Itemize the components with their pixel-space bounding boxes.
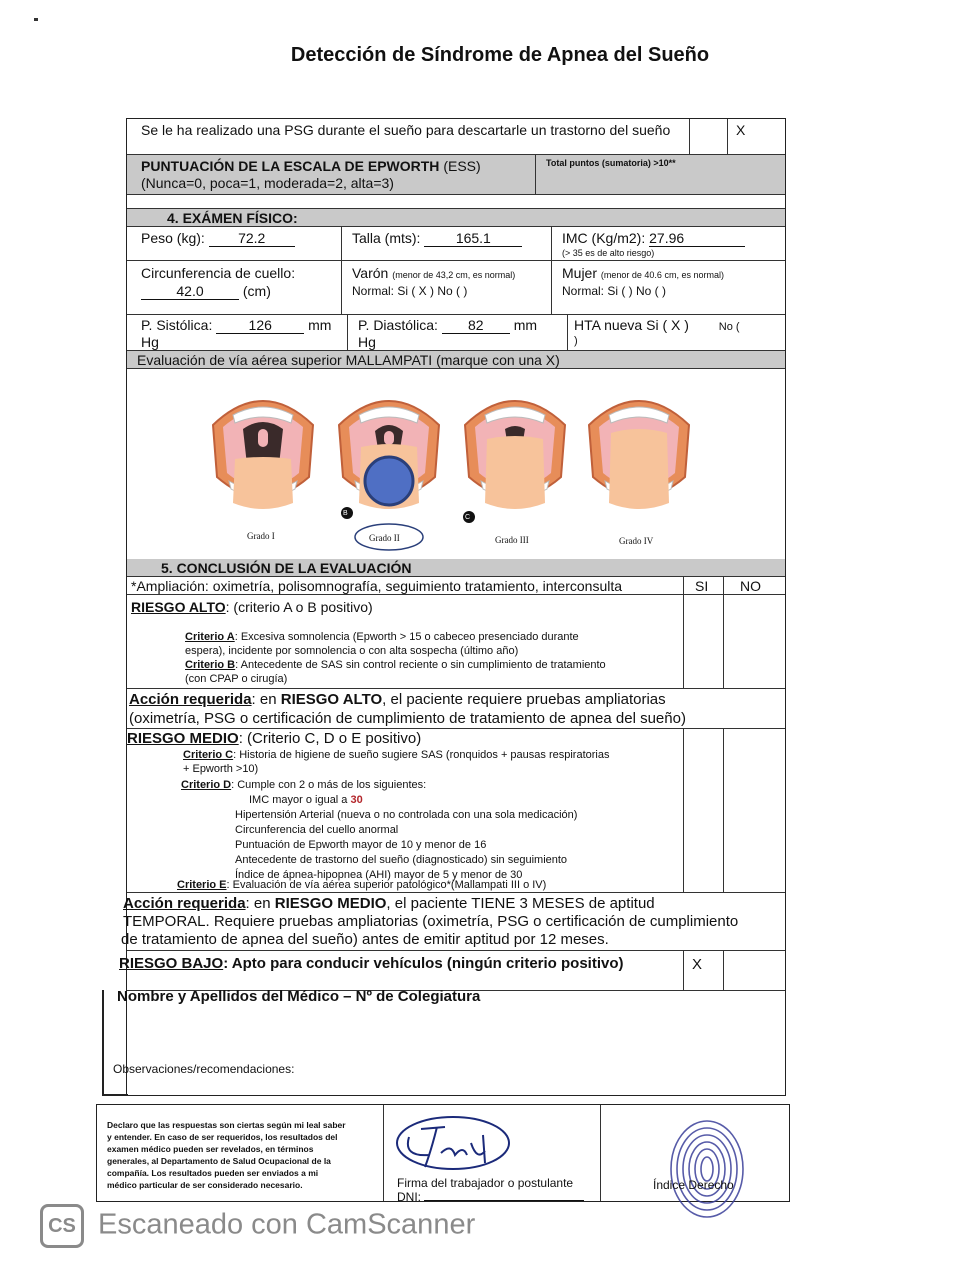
ampliacion-text: *Ampliación: oximetría, polisomnografía, seguimiento tratamiento, interconsulta bbox=[131, 578, 623, 594]
hta-field[interactable] bbox=[574, 317, 740, 334]
talla-value: 165.1 bbox=[424, 230, 522, 247]
accion-alto-line-2: (oximetría, PSG o certificación de cumplimiento de tratamiento de apnea del sueño) bbox=[129, 710, 686, 727]
signature-image[interactable] bbox=[385, 1107, 515, 1177]
mallampati-header bbox=[127, 351, 785, 369]
criterio-d-item-2: Hipertensión Arterial (nueva o no controlada con una sola medicación) bbox=[235, 809, 578, 821]
criterio-d-item-5: Antecedente de trastorno del sueño (diagnosticado) sin seguimiento bbox=[235, 854, 568, 866]
accion-medio-row bbox=[121, 893, 785, 951]
declaration-text bbox=[107, 1119, 379, 1191]
measurements-row bbox=[127, 227, 785, 261]
mujer-normal[interactable]: Normal: Si ( ) No ( ) bbox=[562, 284, 667, 298]
psg-yes-cell[interactable] bbox=[727, 119, 785, 154]
riesgo-bajo-label: RIESGO BAJO bbox=[119, 955, 224, 972]
hta-no: No ( bbox=[718, 321, 740, 333]
declaration-line-5: compañía. Los resultados pueden ser enviados a mi bbox=[107, 1168, 319, 1178]
sistolica-field[interactable] bbox=[141, 317, 331, 334]
epworth-label bbox=[141, 158, 481, 174]
sistolica-label: P. Sistólica: bbox=[141, 317, 213, 333]
diastolica-cell bbox=[347, 315, 567, 350]
varon-label-line bbox=[352, 265, 515, 281]
epworth-title: PUNTUACIÓN DE LA ESCALA DE EPWORTH bbox=[141, 158, 440, 174]
accion-alto-post: , el paciente requiere pruebas ampliatorias bbox=[382, 691, 666, 708]
grade-2-image[interactable] bbox=[339, 401, 439, 509]
mallampati-illustrations bbox=[127, 369, 783, 559]
criterio-c bbox=[183, 749, 609, 762]
accion-alto-row bbox=[127, 689, 785, 729]
section-5-title: 5. CONCLUSIÓN DE LA EVALUACIÓN bbox=[161, 560, 412, 576]
criterio-e bbox=[177, 879, 546, 892]
criterio-d-item-3: Circunferencia del cuello anormal bbox=[235, 824, 399, 836]
criterio-c-label: Criterio C bbox=[183, 749, 234, 761]
hta-si: HTA nueva Si ( X ) bbox=[574, 317, 689, 333]
criterio-d-item-1 bbox=[249, 794, 363, 807]
no-header-cell bbox=[723, 577, 785, 594]
imc-threshold: 30 bbox=[350, 794, 363, 806]
criterio-d-label: Criterio D bbox=[181, 779, 232, 791]
declaration-line-3: examen médico pueden ser revelados, en términos bbox=[107, 1144, 314, 1154]
criterio-d bbox=[181, 779, 426, 792]
psg-question: Se le ha realizado una PSG durante el sueño para descartarle un trastorno del sueño bbox=[141, 122, 671, 138]
cuello-label: Circunferencia de cuello: bbox=[141, 265, 296, 281]
riesgo-alto-rest: : (criterio A o B positivo) bbox=[225, 599, 373, 615]
epworth-abbr: (ESS) bbox=[443, 158, 481, 174]
psg-no-cell[interactable] bbox=[689, 119, 729, 154]
form-frame bbox=[113, 118, 786, 1096]
epworth-row bbox=[127, 155, 785, 195]
talla-field[interactable] bbox=[352, 230, 522, 247]
cuello-unit: (cm) bbox=[242, 283, 271, 299]
accion-medio-pre: : en bbox=[245, 895, 275, 912]
cuello-field[interactable] bbox=[141, 283, 271, 300]
dni-field[interactable] bbox=[397, 1191, 584, 1204]
accion-medio-bold: RIESGO MEDIO bbox=[274, 895, 387, 912]
declaration-line-6: médico particular de ser considerado necesario. bbox=[107, 1180, 303, 1190]
declaration-line-4: generales, al Departamento de Salud Ocupacional de la bbox=[107, 1156, 331, 1166]
criterio-a-label: Criterio A bbox=[185, 631, 235, 643]
ampliacion-row bbox=[127, 577, 785, 595]
criterio-a-text-2: espera), incidente por somnolencia o con alta sospecha (último año) bbox=[185, 645, 519, 657]
diastolica-value: 82 bbox=[442, 317, 510, 334]
accion-alto-line-1 bbox=[129, 692, 666, 708]
riesgo-bajo-si-cell[interactable] bbox=[683, 951, 723, 990]
talla-cell bbox=[341, 227, 551, 260]
no-header: NO bbox=[740, 578, 761, 594]
accion-medio-post: , el paciente TIENE 3 MESES de aptitud bbox=[386, 895, 655, 912]
epworth-total-label: Total puntos (sumatoria) >10** bbox=[546, 158, 676, 168]
grade-2-label: Grado II bbox=[369, 533, 400, 543]
varon-cell bbox=[341, 261, 551, 314]
criterio-b bbox=[185, 659, 606, 672]
criterio-a bbox=[185, 631, 579, 644]
riesgo-medio-rest: : (Criterio C, D o E positivo) bbox=[238, 730, 422, 747]
accion-medio-line-3: de tratamiento de apnea del sueño) antes de emitir aptitud por 12 meses. bbox=[121, 931, 609, 948]
page-title: Detección de Síndrome de Apnea del Sueño bbox=[290, 44, 710, 66]
declaration-line-1: Declaro que las respuestas son ciertas según mi leal saber bbox=[107, 1120, 346, 1130]
riesgo-alto-si-cell[interactable] bbox=[683, 595, 723, 688]
diastolica-unit: mm bbox=[513, 317, 538, 333]
imc-value: 27.96 bbox=[649, 230, 745, 247]
medico-label: Nombre y Apellidos del Médico – Nº de Colegiatura bbox=[117, 988, 481, 1005]
diastolica-hg: Hg bbox=[358, 334, 376, 350]
cuello-value: 42.0 bbox=[141, 283, 239, 300]
accion-medio-label: Acción requerida bbox=[123, 895, 246, 912]
varon-note: (menor de 43,2 cm, es normal) bbox=[392, 270, 516, 280]
imc-note: (> 35 es de alto riesgo) bbox=[562, 248, 655, 258]
sistolica-value: 126 bbox=[216, 317, 304, 334]
grade-4-image[interactable] bbox=[589, 401, 689, 509]
criterio-c-text-1: : Historia de higiene de sueño sugiere SAS (ronquidos + pausas respiratorias bbox=[233, 749, 610, 761]
riesgo-bajo-line bbox=[119, 956, 624, 972]
imc-cell bbox=[551, 227, 785, 260]
criterio-b-label: Criterio B bbox=[185, 659, 236, 671]
riesgo-bajo-row bbox=[119, 951, 785, 991]
diastolica-label: P. Diastólica: bbox=[358, 317, 438, 333]
grade-4-label: Grado IV bbox=[619, 536, 654, 546]
mallampati-images bbox=[127, 369, 785, 559]
riesgo-bajo-no-cell[interactable] bbox=[723, 951, 785, 990]
peso-field[interactable] bbox=[141, 230, 295, 247]
fingerprint-image bbox=[667, 1117, 747, 1223]
divider-1 bbox=[383, 1105, 384, 1201]
accion-alto-label: Acción requerida bbox=[129, 691, 252, 708]
camscanner-text: Escaneado con CamScanner bbox=[98, 1208, 476, 1241]
mujer-cell bbox=[551, 261, 785, 314]
riesgo-alto-heading bbox=[131, 599, 373, 615]
si-header-cell bbox=[683, 577, 723, 594]
criterio-a-text-1: : Excesiva somnolencia (Epworth > 15 o cabeceo presenciado durante bbox=[234, 631, 579, 643]
criterio-d-item-1-text: IMC mayor o igual a bbox=[249, 794, 348, 806]
criterio-d-item-4: Puntuación de Epworth mayor de 10 y menor de 16 bbox=[235, 839, 487, 851]
psg-row bbox=[127, 119, 785, 155]
grade-1-image[interactable] bbox=[213, 401, 313, 509]
marker-b: B bbox=[343, 510, 348, 517]
signature-box bbox=[96, 1104, 790, 1202]
criterio-c-text-2: + Epworth >10) bbox=[183, 763, 259, 775]
mujer-label: Mujer bbox=[562, 265, 598, 281]
imc-field[interactable] bbox=[562, 230, 745, 247]
riesgo-medio-row bbox=[127, 729, 785, 893]
pressure-row bbox=[127, 315, 785, 351]
riesgo-alto-label: RIESGO ALTO bbox=[131, 599, 226, 615]
riesgo-bajo-si-mark: X bbox=[692, 956, 703, 973]
section-4-header bbox=[127, 209, 785, 227]
divider-2 bbox=[600, 1105, 601, 1201]
psg-answer: X bbox=[736, 122, 746, 138]
talla-label: Talla (mts): bbox=[352, 230, 421, 246]
epworth-scale: (Nunca=0, poca=1, moderada=2, alta=3) bbox=[141, 175, 394, 191]
grade-3-label: Grado III bbox=[495, 535, 529, 545]
riesgo-medio-label: RIESGO MEDIO bbox=[127, 730, 239, 747]
riesgo-medio-no-cell[interactable] bbox=[723, 729, 785, 892]
imc-label: IMC (Kg/m2): bbox=[562, 230, 646, 246]
camscanner-watermark bbox=[40, 1204, 475, 1248]
observaciones-label: Observaciones/recomendaciones: bbox=[113, 1062, 295, 1076]
firma-label: Firma del trabajador o postulante bbox=[397, 1176, 574, 1190]
marker-c: C bbox=[465, 514, 471, 521]
indice-label: Índice Derecho bbox=[653, 1178, 734, 1192]
frame-bottom-extension bbox=[102, 1094, 128, 1096]
epworth-total-cell[interactable] bbox=[535, 155, 785, 194]
diastolica-field[interactable] bbox=[358, 317, 537, 334]
accion-alto-bold: RIESGO ALTO bbox=[280, 691, 383, 708]
hta-close: ) bbox=[574, 335, 578, 347]
mujer-note: (menor de 40.6 cm, es normal) bbox=[600, 270, 724, 280]
camscanner-logo: CS bbox=[40, 1204, 84, 1248]
peso-value: 72.2 bbox=[209, 230, 295, 247]
criterio-e-label: Criterio E bbox=[177, 879, 227, 891]
dni-label: DNI: bbox=[397, 1190, 421, 1204]
riesgo-alto-no-cell[interactable] bbox=[723, 595, 785, 688]
criterio-d-item-6: Índice de ápnea-hipopnea (AHI) mayor de 5 y menor de 30 bbox=[235, 869, 523, 881]
riesgo-bajo-rest: : Apto para conducir vehículos (ningún criterio positivo) bbox=[223, 955, 624, 972]
mallampati-label: Evaluación de vía aérea superior MALLAMPATI (marque con una X) bbox=[137, 352, 560, 368]
criterio-b-text-2: (con CPAP o cirugía) bbox=[185, 673, 288, 685]
neck-row bbox=[127, 261, 785, 315]
accion-alto-pre: : en bbox=[251, 691, 281, 708]
scan-corner-mark bbox=[34, 18, 38, 21]
grade-3-image[interactable] bbox=[465, 401, 565, 509]
peso-label: Peso (kg): bbox=[141, 230, 205, 246]
dni-line bbox=[424, 1200, 584, 1201]
hta-cell bbox=[567, 315, 785, 350]
accion-medio-line-1 bbox=[123, 896, 655, 912]
sistolica-hg: Hg bbox=[141, 334, 159, 350]
sistolica-unit: mm bbox=[308, 317, 332, 333]
accion-medio-line-2: TEMPORAL. Requiere pruebas ampliatorias (oximetría, PSG o certificación de cumplimiento bbox=[123, 913, 739, 930]
varon-label: Varón bbox=[352, 265, 389, 281]
riesgo-alto-row bbox=[127, 595, 785, 689]
riesgo-medio-si-cell[interactable] bbox=[683, 729, 723, 892]
frame-left-extension bbox=[102, 990, 104, 1094]
criterio-d-text-1: : Cumple con 2 o más de los siguientes: bbox=[231, 779, 427, 791]
grade-1-label: Grado I bbox=[247, 531, 275, 541]
mujer-label-line bbox=[562, 265, 724, 281]
riesgo-medio-heading bbox=[127, 731, 421, 747]
criterio-b-text-1: : Antecedente de SAS sin control reciente o sin cumplimiento de tratamiento bbox=[235, 659, 606, 671]
si-header: SI bbox=[695, 578, 709, 594]
section-4-title: 4. EXÁMEN FÍSICO: bbox=[167, 210, 298, 226]
declaration-line-2: y entender. En caso de ser requeridos, los resultados del bbox=[107, 1132, 338, 1142]
spacer-row bbox=[127, 195, 785, 209]
criterio-e-text-1: : Evaluación de vía aérea superior patológico*(Mallampati III o IV) bbox=[226, 879, 547, 891]
varon-normal[interactable]: Normal: Si ( X ) No ( ) bbox=[352, 284, 468, 298]
section-5-header bbox=[127, 559, 785, 577]
